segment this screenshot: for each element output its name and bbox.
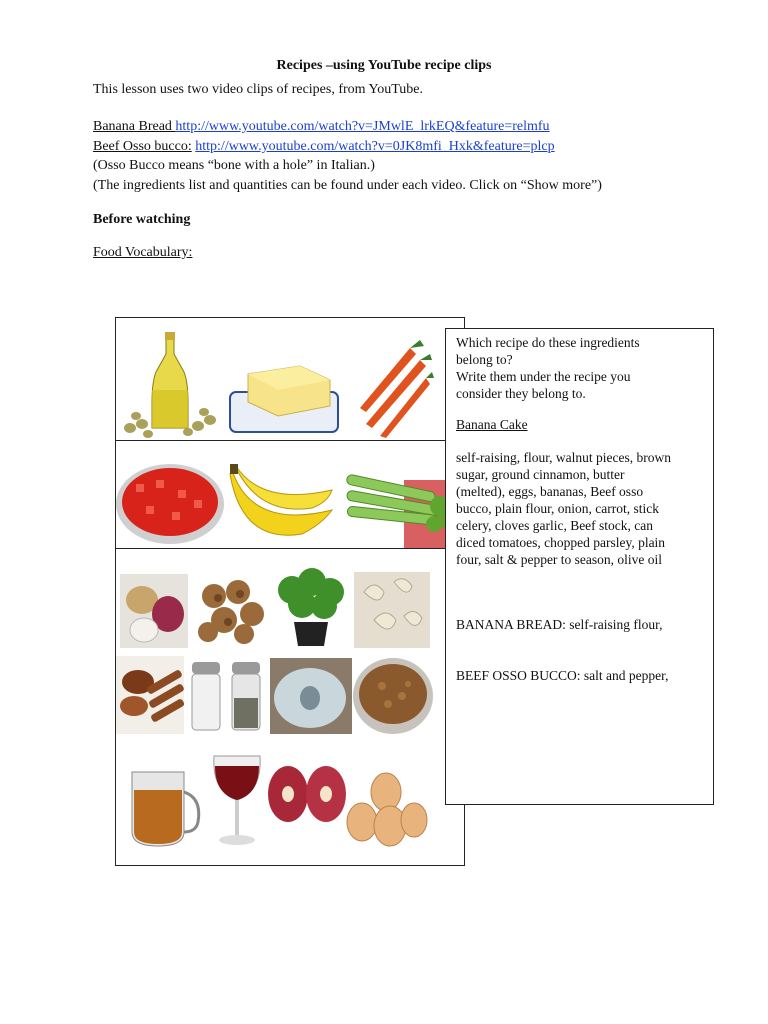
question-line: Which recipe do these ingredients — [456, 335, 640, 350]
divider — [116, 548, 464, 549]
veal-shanks-image — [268, 760, 346, 830]
ingredients-list-line: (melted), eggs, bananas, Beef osso — [456, 484, 644, 499]
osso-bucco-link[interactable]: http://www.youtube.com/watch?v=0JK8mfi_Hxk&feature=plcp — [195, 139, 555, 154]
osso-bucco-label: Beef Osso bucco: — [93, 139, 192, 154]
ingredients-list-line: self-raising, flour, walnut pieces, brown — [456, 450, 672, 465]
task-box — [445, 328, 714, 805]
garlic-cloves-image — [354, 572, 430, 648]
beef-stock-image — [122, 762, 206, 852]
osso-bucco-meat-image — [270, 658, 352, 734]
banana-bread-answer: BANANA BREAD: self-raising flour, — [456, 617, 663, 632]
instruction-line: Write them under the recipe you — [456, 369, 631, 384]
red-wine-image — [206, 752, 268, 848]
onions-garlic-image — [120, 574, 188, 648]
osso-bucco-line — [93, 139, 555, 155]
document-title: Recipes –using YouTube recipe clips — [276, 58, 492, 73]
olive-oil-image — [118, 330, 222, 438]
diced-tomatoes-image — [116, 460, 224, 546]
banana-bread-link[interactable]: http://www.youtube.com/watch?v=JMwlE_lrkEQ&feature=relmfu — [175, 119, 550, 134]
banana-cake-heading: Banana Cake — [456, 417, 528, 432]
eggs-image — [344, 770, 428, 850]
question-line: belong to? — [456, 352, 513, 367]
intro-text: This lesson uses two video clips of recipes, from YouTube. — [93, 82, 424, 97]
before-watching-heading: Before watching — [93, 212, 191, 227]
bananas-image — [228, 460, 340, 546]
walnuts-image — [194, 576, 268, 648]
salt-pepper-image — [186, 654, 268, 734]
ingredient-images-box — [115, 317, 465, 866]
brown-sugar-image — [352, 656, 434, 736]
instruction-line: consider they belong to. — [456, 386, 586, 401]
ingredients-list-line: four, salt & pepper to season, olive oil — [456, 552, 663, 567]
divider — [116, 440, 464, 441]
carrots-image — [350, 338, 434, 438]
ingredients-list-line: diced tomatoes, chopped parsley, plain — [456, 535, 666, 550]
cinnamon-image — [116, 656, 184, 734]
osso-bucco-answer: BEEF OSSO BUCCO: salt and pepper, — [456, 668, 669, 683]
ingredients-list-line: celery, cloves garlic, Beef stock, can — [456, 518, 654, 533]
ingredients-list-line: bucco, plain flour, onion, carrot, stick — [456, 501, 660, 516]
ingredients-list-line: sugar, ground cinnamon, butter — [456, 467, 625, 482]
banana-bread-label: Banana Bread — [93, 119, 176, 134]
ingredients-note: (The ingredients list and quantities can be found under each video. Click on “Show more”) — [93, 178, 602, 193]
food-vocabulary-heading: Food Vocabulary: — [93, 245, 193, 260]
parsley-image — [272, 566, 350, 650]
butter-image — [224, 344, 344, 438]
osso-bucco-note: (Osso Bucco means “bone with a hole” in Italian.) — [93, 158, 375, 173]
banana-bread-line — [93, 119, 550, 135]
